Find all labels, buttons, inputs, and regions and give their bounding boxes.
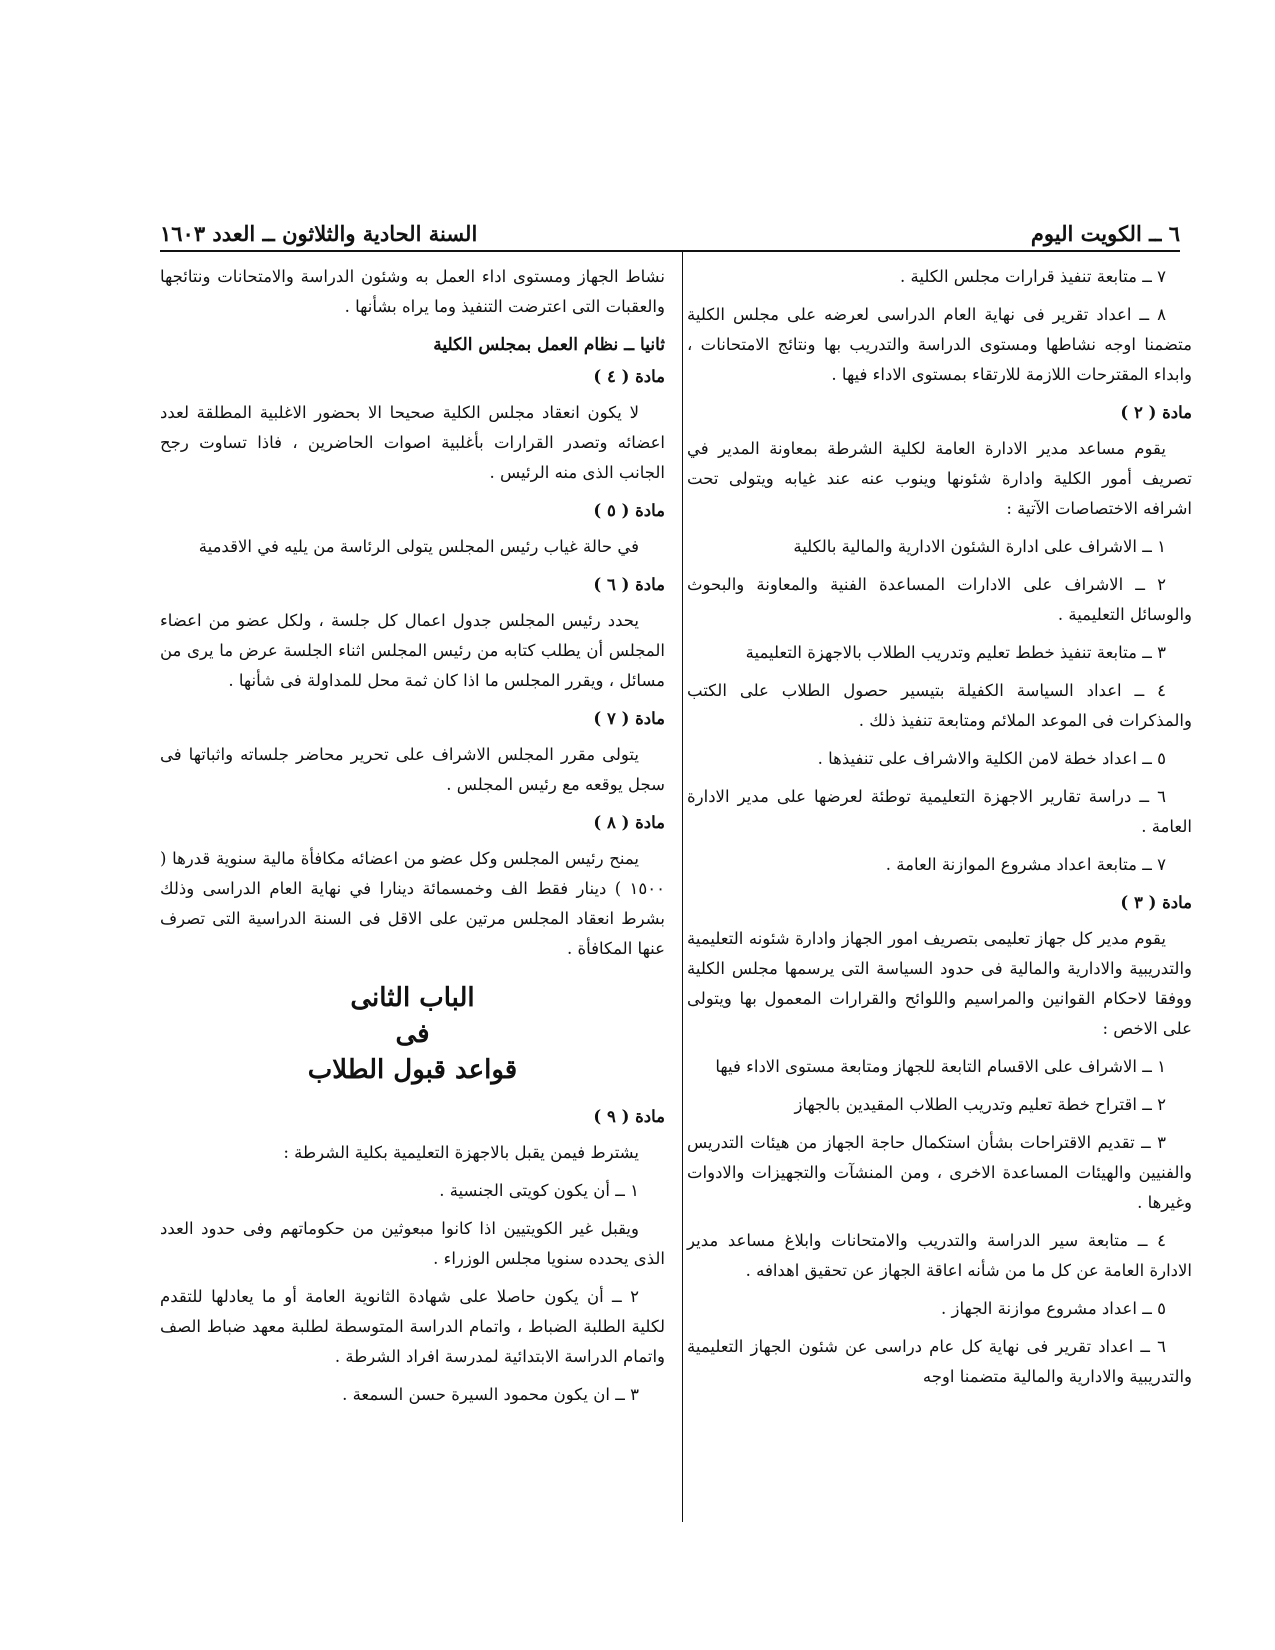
section-heading: ثانيا ــ نظام العمل بمجلس الكلية bbox=[433, 335, 665, 355]
paragraph: في حالة غياب رئيس المجلس يتولى الرئاسة من يليه في الاقدمية bbox=[198, 537, 639, 556]
article-heading: مادة ( ٩ ) bbox=[593, 1107, 665, 1126]
list-item: ١ ــ أن يكون كويتى الجنسية . bbox=[439, 1181, 639, 1200]
list-item: ٤ ــ متابعة سير الدراسة والتدريب والامتحانات وابلاغ مساعد مدير الادارة العامة عن كل ما من شأنه اعاقة الجهاز عن تحقيق اهدافه . bbox=[687, 1231, 1192, 1280]
list-item: ٣ ــ متابعة تنفيذ خطط تعليم وتدريب الطلاب بالاجهزة التعليمية bbox=[745, 643, 1166, 662]
article-heading: مادة ( ٥ ) bbox=[593, 501, 665, 520]
paragraph: ٧ ــ متابعة تنفيذ قرارات مجلس الكلية . bbox=[900, 267, 1166, 286]
header-rule bbox=[160, 250, 1180, 252]
list-item: ٤ ــ اعداد السياسة الكفيلة بتيسير حصول الطلاب على الكتب والمذكرات فى الموعد الملائم ومتابعة تنفيذ ذلك . bbox=[687, 681, 1192, 730]
article-heading: مادة ( ٧ ) bbox=[593, 709, 665, 728]
chapter-line: الباب الثانى bbox=[350, 983, 475, 1013]
article-heading: مادة ( ٤ ) bbox=[593, 367, 665, 386]
paragraph: يشترط فيمن يقبل بالاجهزة التعليمية بكلية الشرطة : bbox=[283, 1143, 639, 1162]
paragraph: يتولى مقرر المجلس الاشراف على تحرير محاضر جلساته واثباتها فى سجل يوقعه مع رئيس المجلس . bbox=[160, 745, 665, 794]
list-item: ١ ــ الاشراف على الاقسام التابعة للجهاز ومتابعة مستوى الاداء فيها bbox=[715, 1057, 1166, 1076]
left-column bbox=[160, 262, 665, 1418]
page-label: ٦ ــ الكويت اليوم bbox=[1030, 221, 1180, 246]
list-item: ١ ــ الاشراف على ادارة الشئون الادارية والمالية بالكلية bbox=[793, 537, 1166, 556]
page-header bbox=[160, 218, 1180, 246]
paragraph: ٨ ــ اعداد تقرير فى نهاية العام الدراسى لعرضه على مجلس الكلية متضمنا اوجه نشاطها ومستوى الدراسة والتدريب بها ونتائج الامتحانات ، وابداء المقترحات اللازمة للارتقاء بمستوى الاداء فيها . bbox=[687, 305, 1192, 384]
issue-label: السنة الحادية والثلاثون ــ العدد ١٦٠٣ bbox=[160, 221, 478, 246]
list-item: ٦ ــ دراسة تقارير الاجهزة التعليمية توطئة لعرضها على مدير الادارة العامة . bbox=[687, 787, 1192, 836]
column-divider bbox=[682, 252, 683, 1522]
list-item: ويقبل غير الكويتيين اذا كانوا مبعوثين من حكوماتهم وفى حدود العدد الذى يحدده سنويا مجلس الوزراء . bbox=[160, 1219, 665, 1268]
article-heading: مادة ( ٣ ) bbox=[1120, 893, 1192, 912]
paragraph: لا يكون انعقاد مجلس الكلية صحيحا الا بحضور الاغلبية المطلقة لعدد اعضائه وتصدر القرارات بأغلبية اصوات الحاضرين ، فاذا تساوت رجح الجانب الذى منه الرئيس . bbox=[160, 403, 665, 482]
list-item: ٦ ــ اعداد تقرير فى نهاية كل عام دراسى عن شئون الجهاز التعليمية والتدريبية والادارية والمالية متضمنا اوجه bbox=[687, 1337, 1192, 1386]
list-item: ٧ ــ متابعة اعداد مشروع الموازنة العامة . bbox=[885, 855, 1166, 874]
paragraph: يمنح رئيس المجلس وكل عضو من اعضائه مكافأة مالية سنوية قدرها ( ١٥٠٠ ) دينار فقط الف وخمسمائة دينارا في نهاية العام الدراسى وذلك بشرط انعقاد المجلس مرتين على الاقل فى السنة الدراسية التى تصرف عنها المكافأة . bbox=[160, 849, 665, 958]
article-heading: مادة ( ٨ ) bbox=[593, 813, 665, 832]
paragraph: يقوم مدير كل جهاز تعليمى بتصريف امور الجهاز وادارة شئونه التعليمية والتدريبية والادارية والمالية فى حدود السياسة التى يرسمها مجلس الكلية ووفقا لاحكام القوانين والمراسيم واللوائح والقرارات المعمول بها ويتولى على الاخص : bbox=[687, 929, 1192, 1038]
article-heading: مادة ( ٦ ) bbox=[593, 575, 665, 594]
list-item: ٣ ــ تقديم الاقتراحات بشأن استكمال حاجة الجهاز من هيئات التدريس والفنيين والهيئات المساعدة الاخرى ، ومن المنشآت والتجهيزات والادوات وغيرها . bbox=[687, 1133, 1192, 1212]
paragraph: نشاط الجهاز ومستوى اداء العمل به وشئون الدراسة والامتحانات ونتائجها والعقبات التى اعترضت التنفيذ وما يراه بشأنها . bbox=[160, 267, 665, 316]
paragraph: يحدد رئيس المجلس جدول اعمال كل جلسة ، ولكل عضو من اعضاء المجلس أن يطلب كتابه من رئيس المجلس اثناء الجلسة عرض ما يرى من مسائل ، ويقرر المجلس ما اذا كان ثمة محل للمداولة فى شأنها . bbox=[160, 611, 665, 690]
chapter-line: قواعد قبول الطلاب bbox=[307, 1055, 518, 1085]
list-item: ٢ ــ الاشراف على الادارات المساعدة الفنية والمعاونة والبحوث والوسائل التعليمية . bbox=[687, 575, 1192, 624]
paragraph: يقوم مساعد مدير الادارة العامة لكلية الشرطة بمعاونة المدير في تصريف أمور الكلية وادارة شئونها وينوب عنه عند غيابه ويتولى تحت اشرافه الاختصاصات الآتية : bbox=[687, 439, 1192, 518]
list-item: ٣ ــ ان يكون محمود السيرة حسن السمعة . bbox=[342, 1385, 639, 1404]
article-heading: مادة ( ٢ ) bbox=[1120, 403, 1192, 422]
list-item: ٢ ــ أن يكون حاصلا على شهادة الثانوية العامة أو ما يعادلها للتقدم لكلية الطلبة الضباط ، واتمام الدراسة المتوسطة لطلبة معهد ضباط الصف واتمام الدراسة الابتدائية لمدرسة افراد الشرطة . bbox=[160, 1287, 665, 1366]
list-item: ٥ ــ اعداد خطة لامن الكلية والاشراف على تنفيذها . bbox=[817, 749, 1166, 768]
list-item: ٢ ــ اقتراح خطة تعليم وتدريب الطلاب المقيدين بالجهاز bbox=[794, 1095, 1166, 1114]
chapter-line: فى bbox=[395, 1019, 430, 1049]
list-item: ٥ ــ اعداد مشروع موازنة الجهاز . bbox=[941, 1299, 1166, 1318]
right-column bbox=[687, 262, 1192, 1400]
chapter-title bbox=[160, 980, 665, 1088]
